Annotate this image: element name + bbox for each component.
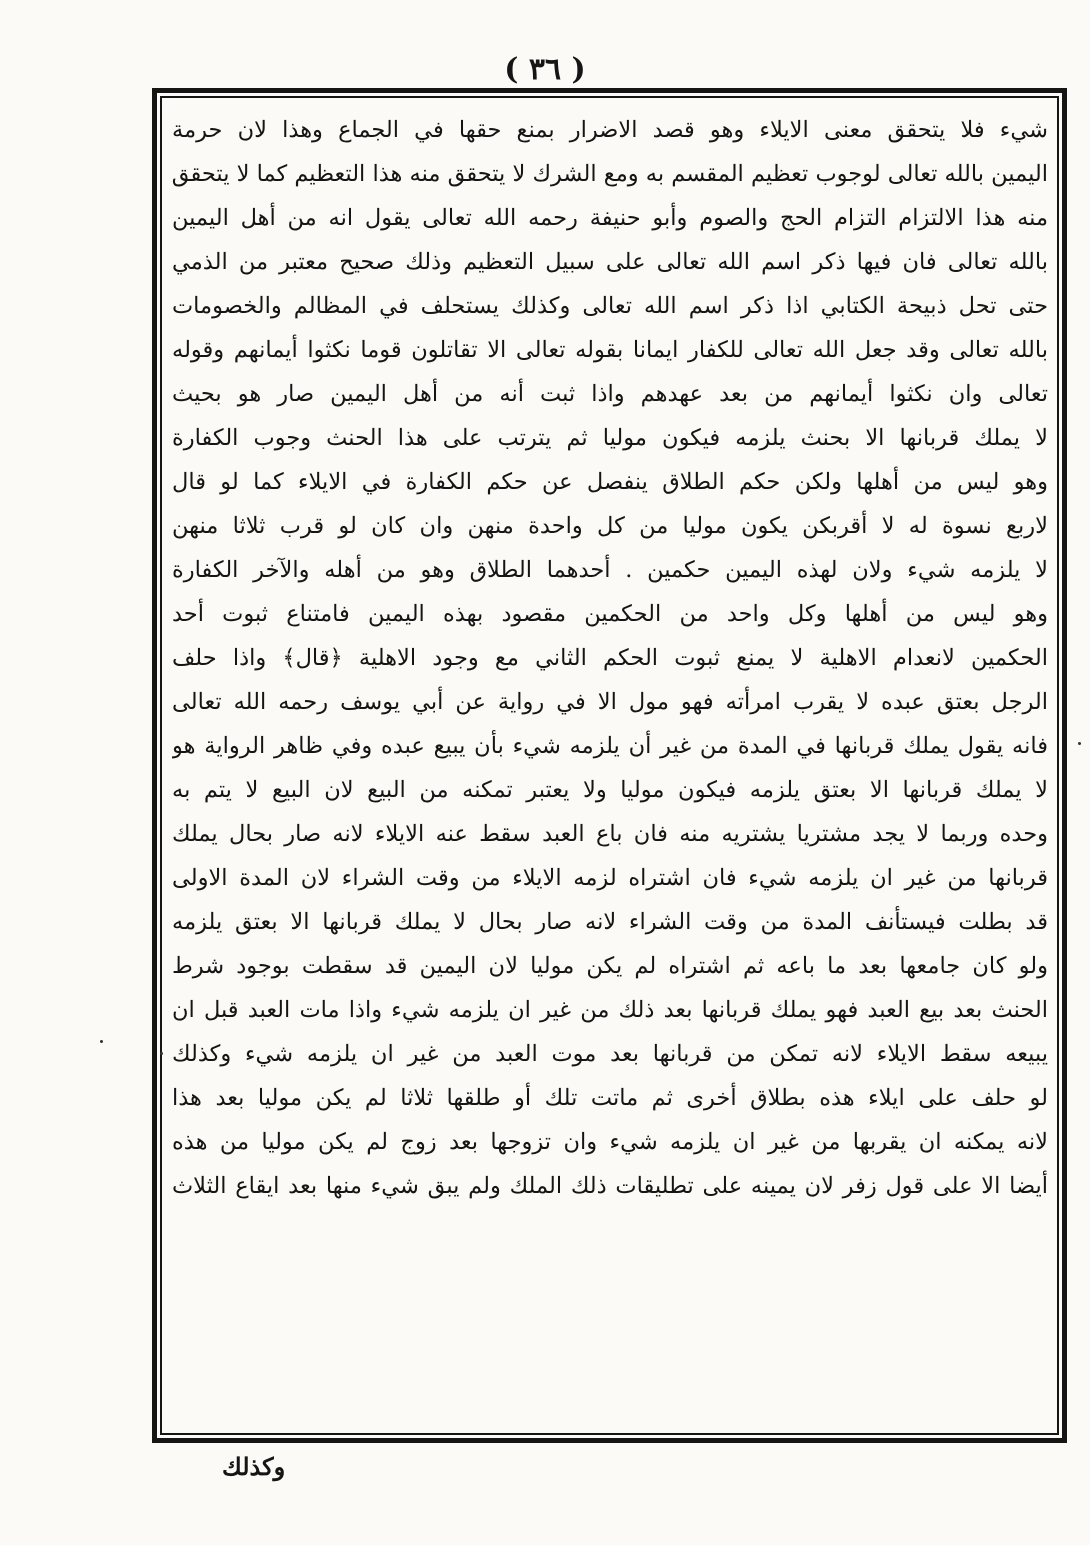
text-line: الحنث بعد بيع العبد فهو يملك قربانها بعد ذلك من غير ان يلزمه شيء واذا مات العبد قبل ان bbox=[172, 997, 1048, 1023]
text-line: يبيعه سقط الايلاء لانه تمكن من قربانها بعد موت العبد من غير ان يلزمه شيء وكذلك bbox=[172, 1041, 1048, 1067]
text-line: لا يملك قربانها الا بعتق يلزمه فيكون موليا ولا يعتبر تمكنه من البيع لان البيع لا يتم به bbox=[172, 777, 1048, 803]
text-line: الحكمين لانعدام الاهلية لا يمنع ثبوت الحكم الثاني مع وجود الاهلية ﴿قال﴾ واذا حلف bbox=[172, 645, 1048, 671]
body-text bbox=[172, 108, 1048, 1428]
text-line: تعالى وان نكثوا أيمانهم من بعد عهدهم واذا ثبت أنه من أهل اليمين صار هو بحيث bbox=[172, 381, 1048, 407]
text-line: بالله تعالى فان فيها ذكر اسم الله تعالى على سبيل التعظيم وذلك صحيح معتبر من الذمي bbox=[172, 249, 1048, 275]
text-line: فانه يقول يملك قربانها في المدة من غير أن يلزمه شيء بأن يبيع عبده وفي ظاهر الرواية هو bbox=[172, 733, 1048, 759]
text-line: لاربع نسوة له لا أقربكن يكون موليا من كل واحدة منهن وان كان لو قرب ثلاثا منهن bbox=[172, 513, 1048, 539]
text-line: حتى تحل ذبيحة الكتابي اذا ذكر اسم الله تعالى وكذلك يستحلف في المظالم والخصومات bbox=[172, 293, 1048, 319]
text-line: وهو ليس من أهلها ولكن حكم الطلاق ينفصل عن حكم الكفارة في الايلاء كما لو قال bbox=[172, 469, 1048, 495]
catchword: وكذلك bbox=[222, 1452, 286, 1481]
text-line: لا يلزمه شيء ولان لهذه اليمين حكمين . أحدهما الطلاق وهو من أهله والآخر الكفارة bbox=[172, 557, 1048, 583]
text-line: أيضا الا على قول زفر لان يمينه على تطليقات ذلك الملك ولم يبق شيء منها بعد ايقاع الثلاث bbox=[172, 1173, 1048, 1199]
text-line: بالله تعالى وقد جعل الله تعالى للكفار ايمانا بقوله تعالى الا تقاتلون قوما نكثوا أيمانهم وقوله bbox=[172, 337, 1048, 363]
print-speck bbox=[100, 1040, 103, 1043]
print-speck bbox=[160, 1052, 163, 1055]
text-line: الرجل بعتق عبده لا يقرب امرأته فهو مول الا في رواية عن أبي يوسف رحمه الله تعالى bbox=[172, 689, 1048, 715]
text-line: قد بطلت فيستأنف المدة من وقت الشراء لانه صار بحال لا يملك قربانها الا بعتق يلزمه bbox=[172, 909, 1048, 935]
page-number: ( ٣٦ ) bbox=[504, 52, 586, 87]
text-line: لو حلف على ايلاء هذه بطلاق أخرى ثم ماتت تلك أو طلقها ثلاثا لم يكن موليا بعد هذا bbox=[172, 1085, 1048, 1111]
text-line: ولو كان جامعها بعد ما باعه ثم اشتراه لم يكن موليا لان اليمين قد سقطت بوجود شرط bbox=[172, 953, 1048, 979]
text-line: لا يملك قربانها الا بحنث يلزمه فيكون موليا ثم يترتب على هذا الحنث وجوب الكفارة bbox=[172, 425, 1048, 451]
print-speck bbox=[1078, 742, 1081, 745]
text-line: قربانها من غير ان يلزمه شيء فان اشتراه لزمه الايلاء من وقت الشراء لان المدة الاولى bbox=[172, 865, 1048, 891]
text-line: وهو ليس من أهلها وكل واحد من الحكمين مقصود بهذه اليمين فامتناع ثبوت أحد bbox=[172, 601, 1048, 627]
text-line: شيء فلا يتحقق معنى الايلاء وهو قصد الاضرار بمنع حقها في الجماع وهذا لان حرمة bbox=[172, 117, 1048, 143]
text-line: لانه يمكنه ان يقربها من غير ان يلزمه شيء وان تزوجها بعد زوج لم يكن موليا من هذه bbox=[172, 1129, 1048, 1155]
text-line: وحده وربما لا يجد مشتريا يشتريه منه فان باع العبد سقط عنه الايلاء لانه صار بحال يملك bbox=[172, 821, 1048, 847]
text-line: اليمين بالله تعالى لوجوب تعظيم المقسم به ومع الشرك لا يتحقق منه هذا التعظيم كما لا يتحقق bbox=[172, 161, 1048, 187]
text-line: منه هذا الالتزام التزام الحج والصوم وأبو حنيفة رحمه الله تعالى يقول انه من أهل اليمين bbox=[172, 205, 1048, 231]
